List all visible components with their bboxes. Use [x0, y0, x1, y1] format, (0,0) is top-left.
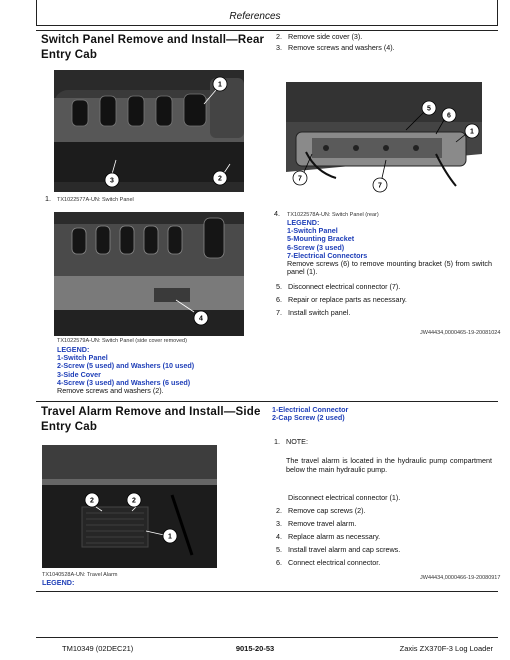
step-item: 5. Disconnect electrical connector (7).: [276, 282, 401, 291]
legend-1-item: 3-Side Cover: [57, 369, 101, 379]
svg-text:7: 7: [378, 182, 382, 190]
svg-text:1: 1: [218, 81, 222, 89]
steps-2-3: [276, 32, 496, 52]
header-title: References: [229, 11, 281, 22]
note-heading: 1. NOTE:: [274, 437, 308, 446]
section2-title: Travel Alarm Remove and Install—Side Entry Cab: [41, 406, 261, 433]
step-item: 7. Install switch panel.: [276, 308, 351, 317]
legend-2-title: LEGEND:: [287, 218, 320, 227]
svg-text:2: 2: [218, 175, 222, 183]
step-item: 3. Remove travel alarm.: [276, 519, 357, 528]
svg-text:6: 6: [447, 112, 451, 120]
legend-1-item: 4-Screw (3 used) and Washers (6 used): [57, 377, 191, 387]
legend-2-note: Remove screws (6) to remove mounting bracket (5) from switch panel (1).: [287, 259, 492, 277]
header-rule: [36, 25, 498, 26]
fig4-caption: TX1040528A-UN: Travel Alarm: [42, 572, 118, 578]
footer-left: TM10349 (02DEC21): [62, 644, 134, 653]
disconnect-step: Disconnect electrical connector (1).: [288, 493, 401, 502]
switch-panel-illustration: [54, 70, 244, 192]
legend-2-item: 5-Mounting Bracket: [287, 234, 355, 244]
step-item: 5. Install travel alarm and cap screws.: [276, 545, 401, 554]
switch-panel-rear-photo: [286, 82, 482, 198]
step-4-number: 4.: [274, 209, 280, 218]
svg-text:3: 3: [110, 177, 114, 185]
switch-panel-open-illustration: [54, 212, 244, 336]
note-text: The travel alarm is located in the hydraulic pump compartment below the main hydraulic pump.: [286, 456, 492, 474]
legend-2-item: 7-Electrical Connectors: [287, 250, 368, 260]
section2-note: [274, 437, 492, 474]
legend-2-item: 6-Screw (3 used): [287, 242, 345, 252]
svg-text:2: 2: [132, 497, 136, 505]
step-1-number: 1.: [45, 194, 51, 203]
legend-1-item: 2-Screw (5 used) and Washers (10 used): [57, 361, 195, 371]
section1-doc-id: JW44434,0000465-19-20081024: [420, 330, 501, 336]
section1-top-rule: [36, 30, 498, 31]
step-item: 6. Repair or replace parts as necessary.: [276, 295, 407, 304]
footer-rule: [36, 637, 498, 638]
step-item: 2. Remove cap screws (2).: [276, 506, 366, 515]
svg-text:7: 7: [298, 175, 302, 183]
legend-3-item: 1-Electrical Connector: [272, 405, 349, 414]
svg-text:4: 4: [199, 315, 203, 323]
legend-2: [287, 219, 492, 276]
legend-4-title: LEGEND:: [42, 578, 75, 587]
svg-text:5: 5: [427, 105, 431, 113]
switch-panel-side-cover-removed-photo: [54, 212, 244, 336]
svg-text:2: 2: [90, 497, 94, 505]
travel-alarm-illustration: [42, 445, 217, 568]
step-item: 6. Connect electrical connector.: [276, 558, 381, 567]
legend-3-item: 2-Cap Screw (2 used): [272, 413, 345, 423]
step-item: 2. Remove side cover (3).: [276, 32, 363, 41]
step-item: 3. Remove screws and washers (4).: [276, 43, 395, 52]
legend-1: [57, 346, 277, 395]
section2-top-rule: [36, 401, 498, 402]
travel-alarm-photo: [42, 445, 217, 568]
footer-right: Zaxis ZX370F-3 Log Loader: [399, 644, 493, 653]
footer-center: 9015-20-53: [235, 644, 275, 653]
legend-1-note: Remove screws and washers (2).: [57, 386, 164, 396]
section2-legend-top: [272, 406, 348, 422]
fig2-caption: TX1022579A-UN: Switch Panel (side cover removed): [57, 338, 187, 344]
step-item: 4. Replace alarm as necessary.: [276, 532, 381, 541]
svg-text:1: 1: [168, 533, 172, 541]
section2-steps: [276, 493, 491, 567]
svg-text:1: 1: [470, 128, 474, 136]
legend-2-item: 1-Switch Panel: [287, 226, 338, 236]
fig1-caption: TX1022577A-UN: Switch Panel: [57, 197, 134, 203]
section2-bottom-rule: [36, 591, 498, 592]
fig3-caption: TX1022578A-UN: Switch Panel (rear): [287, 212, 379, 218]
steps-5-7: [276, 282, 491, 317]
legend-1-title: LEGEND:: [57, 345, 90, 354]
switch-panel-rear-illustration: [286, 82, 482, 198]
section2-doc-id: JW44434,0000466-19-20080917: [420, 575, 501, 581]
legend-1-item: 1-Switch Panel: [57, 353, 108, 363]
switch-panel-photo: [54, 70, 244, 192]
section1-title: Switch Panel Remove and Install—Rear Entry Cab: [41, 34, 265, 61]
